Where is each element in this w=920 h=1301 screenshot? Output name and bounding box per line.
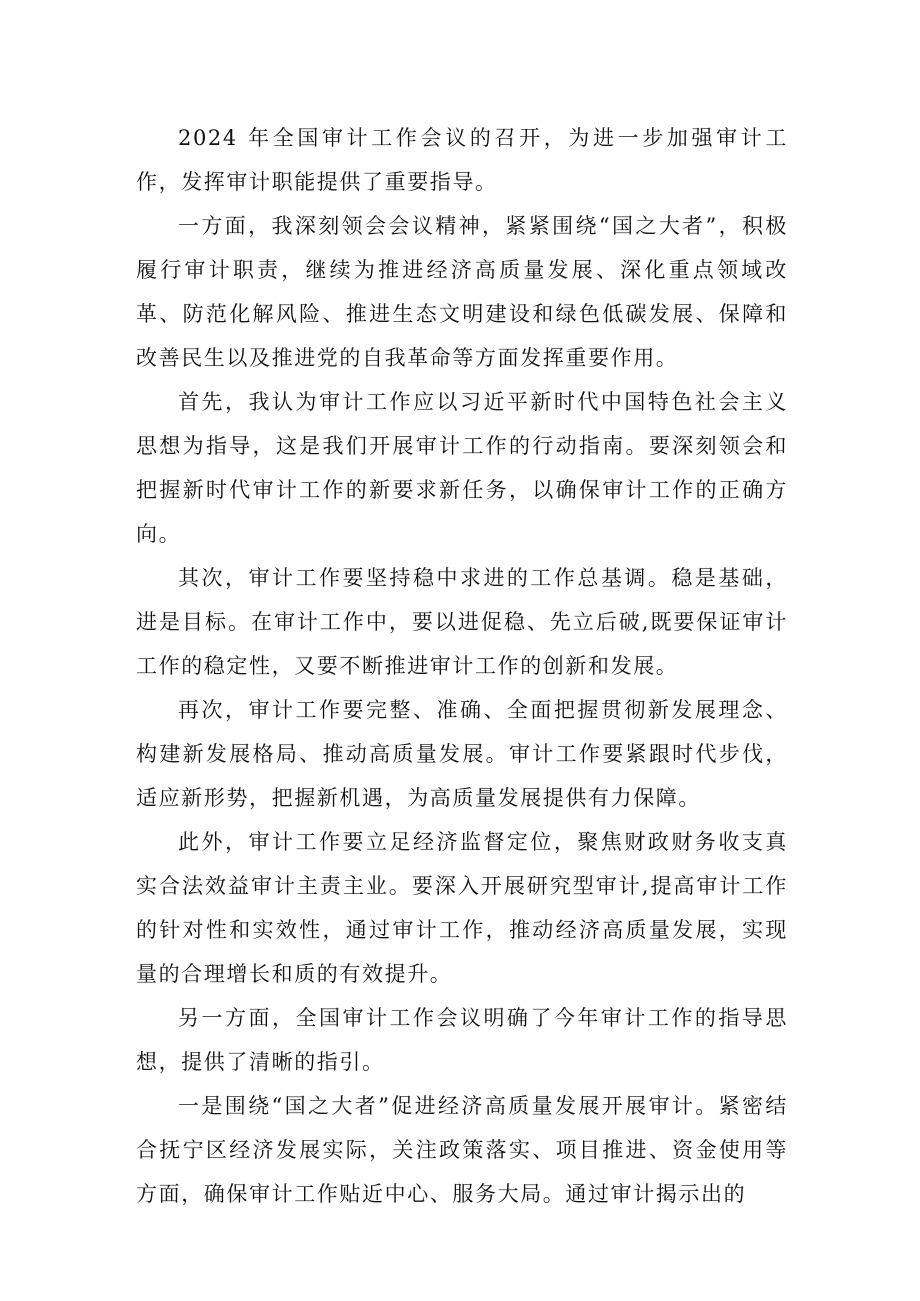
paragraph-8: 一是围绕“国之大者”促进经济高质量发展开展审计。紧密结合抚宁区经济发展实际，关注政策落实、项目推进、资金使用等方面，确保审计工作贴近中心、服务大局。通过审计揭示出的 — [136, 1094, 788, 1206]
document-body — [136, 116, 788, 1216]
paragraph-4: 其次，审计工作要坚持稳中求进的工作总基调。稳是基础，进是目标。在审计工作中，要以进促稳、先立后破,既要保证审计工作的稳定性，又要不断推进审计工作的创新和发展。 — [136, 566, 788, 678]
paragraph-7: 另一方面，全国审计工作会议明确了今年审计工作的指导思想，提供了清晰的指引。 — [136, 1006, 788, 1074]
paragraph-5: 再次，审计工作要完整、准确、全面把握贯彻新发展理念、构建新发展格局、推动高质量发展。审计工作要紧跟时代步伐，适应新形势，把握新机遇，为高质量发展提供有力保障。 — [136, 698, 788, 810]
paragraph-3: 首先，我认为审计工作应以习近平新时代中国特色社会主义思想为指导，这是我们开展审计工作的行动指南。要深刻领会和把握新时代审计工作的新要求新任务，以确保审计工作的正确方向。 — [136, 390, 788, 546]
paragraph-1: 2024 年全国审计工作会议的召开，为进一步加强审计工作，发挥审计职能提供了重要指导。 — [136, 126, 788, 194]
paragraph-2: 一方面，我深刻领会会议精神，紧紧围绕“国之大者”，积极履行审计职责，继续为推进经济高质量发展、深化重点领域改革、防范化解风险、推进生态文明建设和绿色低碳发展、保障和改善民生以及推进党的自我革命等方面发挥重要作用。 — [136, 214, 788, 370]
paragraph-6: 此外，审计工作要立足经济监督定位，聚焦财政财务收支真实合法效益审计主责主业。要深入开展研究型审计,提高审计工作的针对性和实效性，通过审计工作，推动经济高质量发展，实现量的合理增长和质的有效提升。 — [136, 830, 788, 986]
